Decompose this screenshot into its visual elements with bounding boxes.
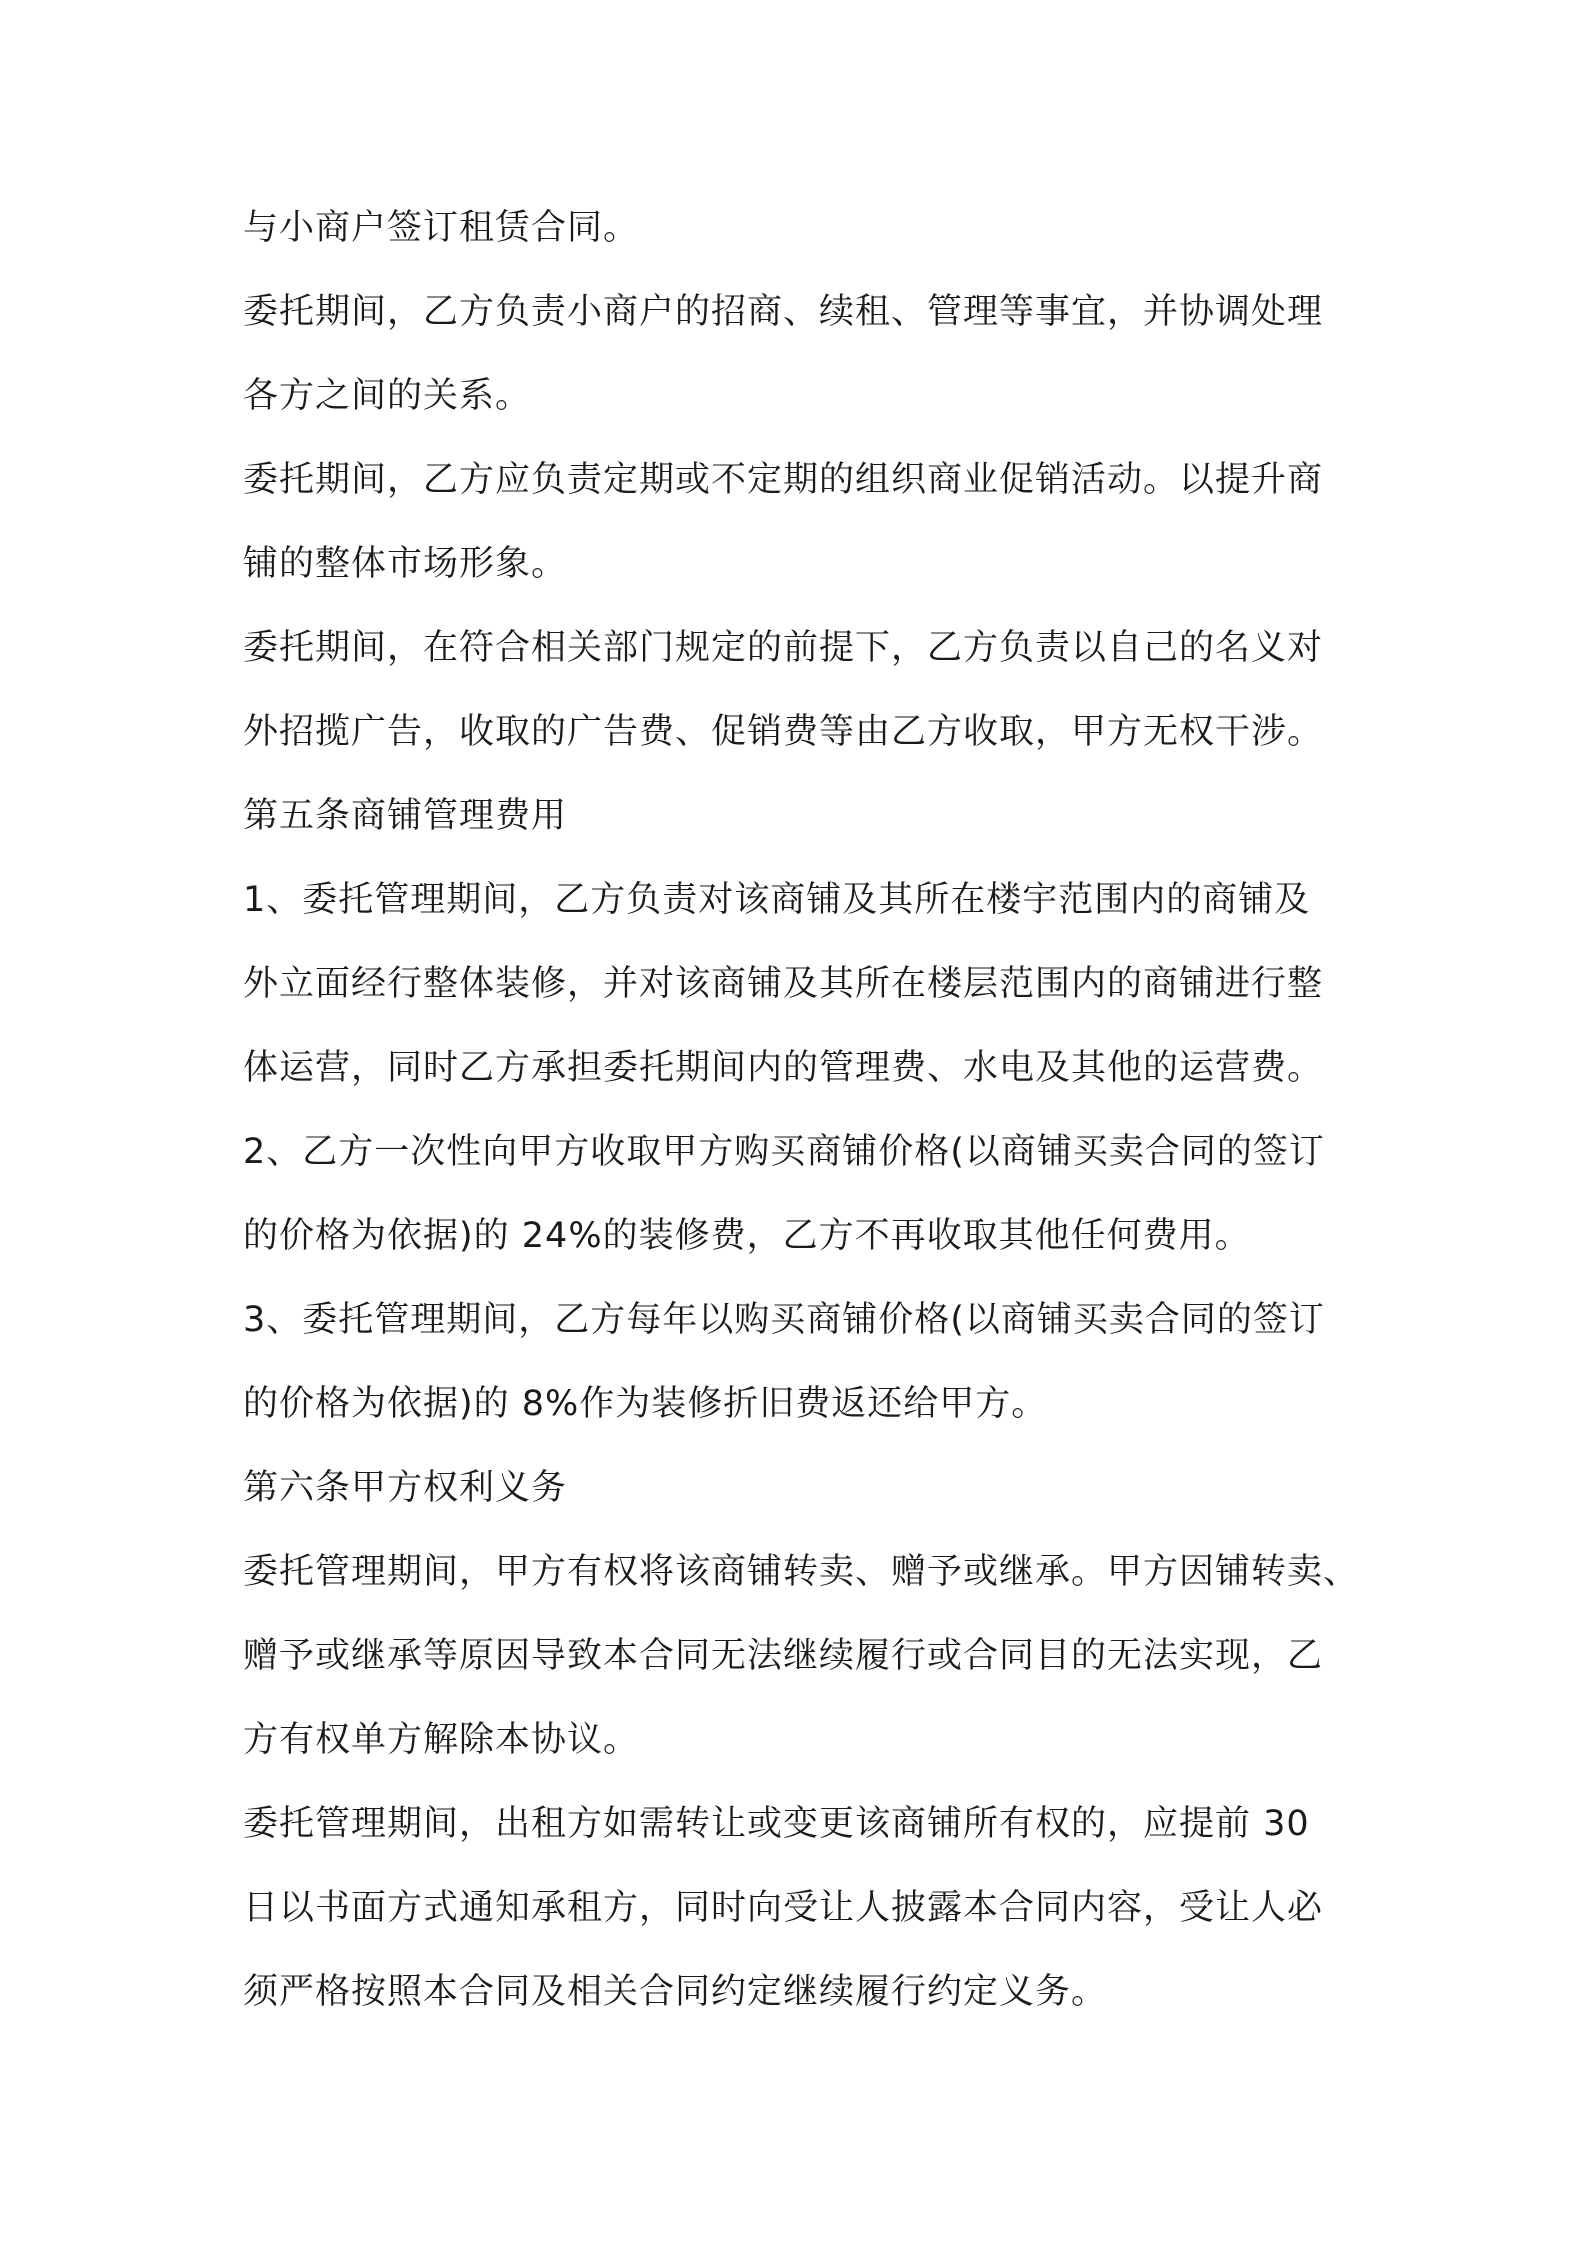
- text-line: 的价格为依据)的 24%的装修费，乙方不再收取其他任何费用。: [243, 1216, 1251, 1256]
- text-line: 委托期间，在符合相关部门规定的前提下，乙方负责以自己的名义对: [243, 628, 1324, 668]
- text-line: 须严格按照本合同及相关合同约定继续履行约定义务。: [243, 1972, 1108, 2012]
- text-line: 委托期间，乙方负责小商户的招商、续租、管理等事宜，并协调处理: [243, 292, 1324, 332]
- text-line: 1、委托管理期间，乙方负责对该商铺及其所在楼宇范围内的商铺及: [243, 880, 1311, 920]
- text-line: 委托管理期间，出租方如需转让或变更该商铺所有权的，应提前 30: [243, 1804, 1310, 1844]
- text-line: 各方之间的关系。: [243, 376, 532, 416]
- text-line: 铺的整体市场形象。: [243, 544, 568, 584]
- text-line: 外立面经行整体装修，并对该商铺及其所在楼层范围内的商铺进行整: [243, 964, 1324, 1004]
- text-line: 委托期间，乙方应负责定期或不定期的组织商业促销活动。以提升商: [243, 460, 1324, 500]
- text-line: 3、委托管理期间，乙方每年以购买商铺价格(以商铺买卖合同的签订: [243, 1300, 1325, 1340]
- text-line: 的价格为依据)的 8%作为装修折旧费返还给甲方。: [243, 1384, 1048, 1424]
- text-line: 与小商户签订租赁合同。: [243, 208, 640, 248]
- section-heading: 第五条商铺管理费用: [243, 796, 568, 836]
- document-page: [243, 206, 1363, 2054]
- section-heading: 第六条甲方权利义务: [243, 1468, 568, 1508]
- text-line: 外招揽广告，收取的广告费、促销费等由乙方收取，甲方无权干涉。: [243, 712, 1324, 752]
- text-line: 体运营，同时乙方承担委托期间内的管理费、水电及其他的运营费。: [243, 1048, 1324, 1088]
- text-line: 2、乙方一次性向甲方收取甲方购买商铺价格(以商铺买卖合同的签订: [243, 1132, 1325, 1172]
- text-line: 委托管理期间，甲方有权将该商铺转卖、赠予或继承。甲方因铺转卖、: [243, 1552, 1360, 1592]
- text-line: 赠予或继承等原因导致本合同无法继续履行或合同目的无法实现，乙: [243, 1636, 1324, 1676]
- text-line: 日以书面方式通知承租方，同时向受让人披露本合同内容，受让人必: [243, 1888, 1324, 1928]
- text-line: 方有权单方解除本协议。: [243, 1720, 640, 1760]
